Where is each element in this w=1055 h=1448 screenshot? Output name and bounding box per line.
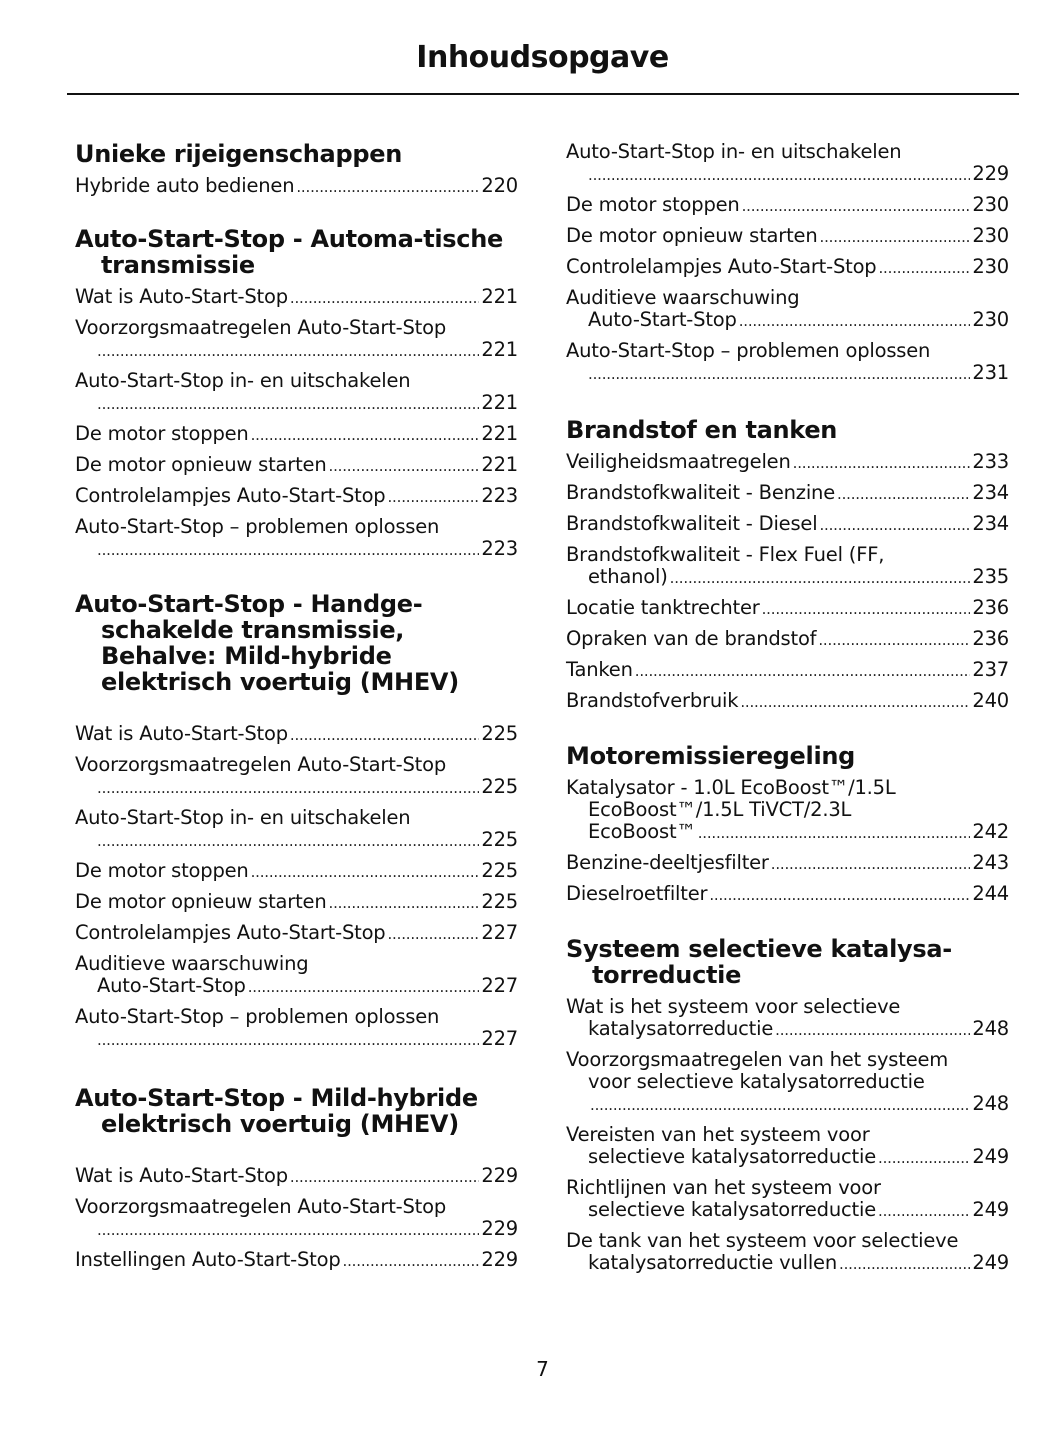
toc-entry xyxy=(566,1049,1009,1116)
toc-page-number: 233 xyxy=(972,450,1009,473)
toc-entry-text: Brandstofkwaliteit - Diesel xyxy=(566,512,818,535)
toc-left-column xyxy=(75,141,518,1280)
toc-page-number: 249 xyxy=(972,1145,1009,1168)
toc-entry-text: De motor opnieuw starten xyxy=(75,453,327,476)
toc-page-number: 223 xyxy=(481,484,518,507)
toc-entry xyxy=(75,454,518,477)
dot-leader xyxy=(248,976,480,998)
toc-entry-text: Voorzorgsmaatregelen Auto-Start-Stop xyxy=(75,316,447,339)
toc-entry-text: Auto-Start-Stop – problemen oplossen xyxy=(566,339,931,362)
toc-section xyxy=(566,936,1009,1275)
toc-entry-text: EcoBoost™/1.5L TiVCT/2.3L xyxy=(588,798,852,821)
dot-leader xyxy=(329,455,480,477)
dot-leader xyxy=(793,452,971,474)
toc-entry-line xyxy=(75,175,518,198)
toc-entry-text: ethanol) xyxy=(588,565,668,588)
toc-entry-text: Auto-Start-Stop in- en uitschakelen xyxy=(75,369,411,392)
dot-leader xyxy=(251,424,480,446)
toc-entry-line xyxy=(566,194,1009,217)
toc-entry-line xyxy=(75,891,518,914)
toc-entry xyxy=(566,777,1009,844)
dot-leader xyxy=(290,1166,479,1188)
toc-entry xyxy=(566,256,1009,279)
toc-entry-line xyxy=(566,883,1009,906)
toc-page-number: 223 xyxy=(481,537,518,560)
toc-entry-text: selectieve katalysatorreductie xyxy=(588,1198,877,1221)
toc-page-number: 243 xyxy=(972,851,1009,874)
toc-entry-text: Voorzorgsmaatregelen Auto-Start-Stop xyxy=(75,753,447,776)
toc-entry xyxy=(75,485,518,508)
toc-entry xyxy=(566,996,1009,1041)
toc-entry xyxy=(75,1165,518,1188)
toc-entry xyxy=(75,423,518,446)
toc-page-number: 229 xyxy=(972,162,1009,185)
toc-page-number: 240 xyxy=(972,689,1009,712)
toc-page-number: 249 xyxy=(972,1198,1009,1221)
toc-entry-line xyxy=(566,628,1009,651)
toc-page-number: 244 xyxy=(972,882,1009,905)
toc-entry-text: Veiligheidsmaatregelen xyxy=(566,450,791,473)
toc-page-number: 227 xyxy=(481,921,518,944)
toc-entry-line xyxy=(566,482,1009,505)
dot-leader xyxy=(296,176,479,198)
dot-leader xyxy=(837,483,970,505)
toc-page-number: 236 xyxy=(972,596,1009,619)
toc-entry xyxy=(566,141,1009,186)
dot-leader xyxy=(878,1200,970,1222)
toc-entry-line xyxy=(566,1199,1009,1222)
toc-page-number: 229 xyxy=(481,1217,518,1240)
toc-page-number: 231 xyxy=(972,361,1009,384)
dot-leader xyxy=(387,923,479,945)
toc-entry-text: Controlelampjes Auto-Start-Stop xyxy=(75,484,386,507)
toc-entry xyxy=(75,922,518,945)
dot-leader xyxy=(670,567,971,589)
toc-entry-text: Wat is Auto-Start-Stop xyxy=(75,1164,288,1187)
dot-leader xyxy=(329,892,480,914)
toc-page-number: 221 xyxy=(481,453,518,476)
toc-entry-text: Voorzorgsmaatregelen van het systeem xyxy=(566,1048,949,1071)
dot-leader xyxy=(343,1250,480,1272)
dot-leader xyxy=(590,1094,970,1116)
toc-entry-text: EcoBoost™ xyxy=(588,820,696,843)
toc-entry-line xyxy=(566,659,1009,682)
toc-entry-text: Auditieve waarschuwing xyxy=(566,286,800,309)
toc-section xyxy=(566,141,1009,385)
toc-entry xyxy=(566,852,1009,875)
toc-entry-text: Auto-Start-Stop in- en uitschakelen xyxy=(75,806,411,829)
toc-page-number: 248 xyxy=(972,1017,1009,1040)
dot-leader xyxy=(878,1147,970,1169)
toc-entry-line xyxy=(566,1093,1009,1116)
dot-leader xyxy=(97,777,479,799)
toc-page-number: 221 xyxy=(481,285,518,308)
toc-entry-line xyxy=(75,1218,518,1241)
dot-leader xyxy=(771,853,971,875)
toc-entry-line xyxy=(75,1028,518,1051)
toc-entry-text: Richtlijnen van het systeem voor xyxy=(566,1176,881,1199)
toc-section xyxy=(566,743,1009,906)
section-heading: Auto-Start-Stop - Handge-schakelde transmissie, Behalve: Mild-hybride elektrisch voertuig (MHEV) xyxy=(75,590,459,696)
dot-leader xyxy=(97,1219,479,1241)
toc-entry-line xyxy=(566,1018,1009,1041)
toc-page-number: 225 xyxy=(481,859,518,882)
toc-page-number: 221 xyxy=(481,422,518,445)
toc-entry xyxy=(566,225,1009,248)
dot-leader xyxy=(839,1253,970,1275)
toc-page-number: 225 xyxy=(481,722,518,745)
dot-leader xyxy=(387,486,479,508)
toc-entry-text: voor selectieve katalysatorreductie xyxy=(588,1070,925,1093)
dot-leader xyxy=(698,822,971,844)
title-divider xyxy=(67,93,1019,95)
toc-entry xyxy=(566,883,1009,906)
toc-page-number: 242 xyxy=(972,820,1009,843)
toc-entry-line xyxy=(566,852,1009,875)
dot-leader xyxy=(290,287,479,309)
toc-section xyxy=(75,591,518,1051)
toc-page-number: 229 xyxy=(481,1164,518,1187)
toc-entry xyxy=(75,1006,518,1051)
toc-entry-line xyxy=(75,454,518,477)
toc-page-number: 225 xyxy=(481,828,518,851)
toc-page-number: 249 xyxy=(972,1251,1009,1274)
toc-entry xyxy=(566,690,1009,713)
dot-leader xyxy=(290,724,479,746)
toc-entry xyxy=(75,175,518,198)
toc-entry-line xyxy=(75,829,518,852)
toc-entry-text: katalysatorreductie vullen xyxy=(588,1251,838,1274)
toc-entry-line xyxy=(75,776,518,799)
dot-leader xyxy=(97,340,479,362)
toc-entry xyxy=(75,370,518,415)
toc-page-number: 236 xyxy=(972,627,1009,650)
dot-leader xyxy=(588,363,970,385)
dot-leader xyxy=(251,861,480,883)
toc-entry-line xyxy=(75,423,518,446)
toc-page-number: 221 xyxy=(481,391,518,414)
toc-entry-text: Voorzorgsmaatregelen Auto-Start-Stop xyxy=(75,1195,447,1218)
toc-entry-text: Hybride auto bedienen xyxy=(75,174,295,197)
toc-entry-line xyxy=(566,309,1009,332)
toc-page-number: 225 xyxy=(481,890,518,913)
toc-page-number: 229 xyxy=(481,1248,518,1271)
toc-page-number: 225 xyxy=(481,775,518,798)
dot-leader xyxy=(762,598,971,620)
toc-entry-text: Vereisten van het systeem voor xyxy=(566,1123,870,1146)
toc-entry-line xyxy=(566,256,1009,279)
toc-entry-text: De motor opnieuw starten xyxy=(566,224,818,247)
toc-entry xyxy=(75,807,518,852)
toc-entry-line xyxy=(75,723,518,746)
toc-entry-text: Brandstofkwaliteit - Benzine xyxy=(566,481,835,504)
toc-entry xyxy=(566,1124,1009,1169)
dot-leader xyxy=(588,164,970,186)
toc-section xyxy=(75,141,518,198)
toc-entry xyxy=(75,286,518,309)
dot-leader xyxy=(97,539,479,561)
dot-leader xyxy=(775,1019,970,1041)
section-heading: Unieke rijeigenschappen xyxy=(75,140,402,168)
toc-entry xyxy=(566,628,1009,651)
toc-entry-text: Dieselroetfilter xyxy=(566,882,708,905)
toc-entry xyxy=(566,544,1009,589)
toc-entry-text: De tank van het systeem voor selectieve xyxy=(566,1229,959,1252)
toc-entry-text: Wat is Auto-Start-Stop xyxy=(75,285,288,308)
toc-entry-line xyxy=(566,1252,1009,1275)
toc-entry-text: De motor opnieuw starten xyxy=(75,890,327,913)
toc-entry-text: De motor stoppen xyxy=(75,422,249,445)
toc-entry-text: Auditieve waarschuwing xyxy=(75,952,309,975)
section-heading: Auto-Start-Stop - Automa-tische transmissie xyxy=(75,225,503,279)
toc-page-number: 230 xyxy=(972,224,1009,247)
dot-leader xyxy=(97,830,479,852)
toc-entry-text: Controlelampjes Auto-Start-Stop xyxy=(75,921,386,944)
toc-entry-text: De motor stoppen xyxy=(75,859,249,882)
toc-page-number: 227 xyxy=(481,974,518,997)
toc-entry xyxy=(566,1230,1009,1275)
toc-entry-text: katalysatorreductie xyxy=(588,1017,774,1040)
toc-entry xyxy=(566,597,1009,620)
toc-page-number: 235 xyxy=(972,565,1009,588)
toc-page-number: 234 xyxy=(972,512,1009,535)
toc-entry-line xyxy=(75,286,518,309)
toc-entry-text: Auto-Start-Stop xyxy=(97,974,246,997)
toc-entry-text: Brandstofverbruik xyxy=(566,689,739,712)
toc-page-number: 220 xyxy=(481,174,518,197)
dot-leader xyxy=(819,514,970,536)
toc-entry-text: Wat is Auto-Start-Stop xyxy=(75,722,288,745)
toc-section xyxy=(75,1085,518,1272)
toc-entry xyxy=(566,482,1009,505)
toc-right-column xyxy=(566,141,1009,1283)
section-heading: Systeem selectieve katalysa-torreductie xyxy=(566,935,952,989)
dot-leader xyxy=(739,310,971,332)
toc-entry-line xyxy=(75,922,518,945)
section-heading: Brandstof en tanken xyxy=(566,416,838,444)
toc-entry-text: Wat is het systeem voor selectieve xyxy=(566,995,901,1018)
toc-entry-text: Locatie tanktrechter xyxy=(566,596,760,619)
toc-entry-text: Auto-Start-Stop – problemen oplossen xyxy=(75,1005,440,1028)
dot-leader xyxy=(97,393,479,415)
dot-leader xyxy=(820,226,971,248)
toc-page-number: 248 xyxy=(972,1092,1009,1115)
toc-entry xyxy=(566,340,1009,385)
toc-entry-text: Auto-Start-Stop – problemen oplossen xyxy=(75,515,440,538)
toc-entry-text: Benzine-deeltjesfilter xyxy=(566,851,769,874)
dot-leader xyxy=(740,691,970,713)
toc-page-number: 230 xyxy=(972,193,1009,216)
toc-entry xyxy=(566,194,1009,217)
toc-entry-line xyxy=(75,1249,518,1272)
toc-entry-text: Auto-Start-Stop xyxy=(588,308,737,331)
toc-entry-text: Brandstofkwaliteit - Flex Fuel (FF, xyxy=(566,543,885,566)
toc-page-number: 237 xyxy=(972,658,1009,681)
toc-entry xyxy=(566,659,1009,682)
toc-entry xyxy=(566,513,1009,536)
toc-entry-line xyxy=(566,362,1009,385)
toc-entry-text: Controlelampjes Auto-Start-Stop xyxy=(566,255,877,278)
toc-entry-line xyxy=(75,485,518,508)
toc-entry-line xyxy=(75,860,518,883)
toc-entry xyxy=(75,860,518,883)
toc-entry xyxy=(75,891,518,914)
dot-leader xyxy=(878,257,970,279)
toc-entry xyxy=(566,1177,1009,1222)
toc-entry-line xyxy=(75,339,518,362)
dot-leader xyxy=(635,660,971,682)
toc-entry xyxy=(75,317,518,362)
toc-entry-text: Opraken van de brandstof xyxy=(566,627,817,650)
toc-entry xyxy=(75,516,518,561)
toc-entry-line xyxy=(75,538,518,561)
dot-leader xyxy=(818,629,970,651)
dot-leader xyxy=(709,884,970,906)
page-number: 7 xyxy=(536,1357,549,1381)
toc-entry xyxy=(566,451,1009,474)
toc-entry-line xyxy=(75,1165,518,1188)
toc-entry xyxy=(75,1249,518,1272)
toc-entry-line xyxy=(75,975,518,998)
toc-entry-text: Tanken xyxy=(566,658,633,681)
toc-entry-line xyxy=(75,392,518,415)
toc-section xyxy=(566,417,1009,713)
toc-entry-text: selectieve katalysatorreductie xyxy=(588,1145,877,1168)
toc-entry-line xyxy=(566,690,1009,713)
toc-page-number: 230 xyxy=(972,255,1009,278)
toc-entry xyxy=(566,287,1009,332)
toc-entry-line xyxy=(566,225,1009,248)
toc-entry-line xyxy=(566,451,1009,474)
page-title: Inhoudsopgave xyxy=(416,40,669,75)
toc-entry-text: De motor stoppen xyxy=(566,193,740,216)
toc-entry xyxy=(75,953,518,998)
toc-page-number: 230 xyxy=(972,308,1009,331)
toc-entry xyxy=(75,1196,518,1241)
toc-entry-line xyxy=(566,163,1009,186)
toc-entry-line xyxy=(566,597,1009,620)
section-heading: Auto-Start-Stop - Mild-hybride elektrisch voertuig (MHEV) xyxy=(75,1084,478,1138)
toc-entry-line xyxy=(566,513,1009,536)
toc-entry-text: Katalysator - 1.0L EcoBoost™/1.5L xyxy=(566,776,896,799)
toc-entry-text: Auto-Start-Stop in- en uitschakelen xyxy=(566,140,902,163)
dot-leader xyxy=(742,195,971,217)
toc-entry xyxy=(75,723,518,746)
toc-entry-line xyxy=(566,566,1009,589)
toc-section xyxy=(75,226,518,561)
toc-entry-line xyxy=(566,1146,1009,1169)
toc-page-number: 234 xyxy=(972,481,1009,504)
toc-entry-line xyxy=(566,821,1009,844)
toc-page-number: 227 xyxy=(481,1027,518,1050)
toc-page-number: 221 xyxy=(481,338,518,361)
toc-entry-text: Instellingen Auto-Start-Stop xyxy=(75,1248,341,1271)
toc-entry xyxy=(75,754,518,799)
section-heading: Motoremissieregeling xyxy=(566,742,856,770)
dot-leader xyxy=(97,1029,479,1051)
